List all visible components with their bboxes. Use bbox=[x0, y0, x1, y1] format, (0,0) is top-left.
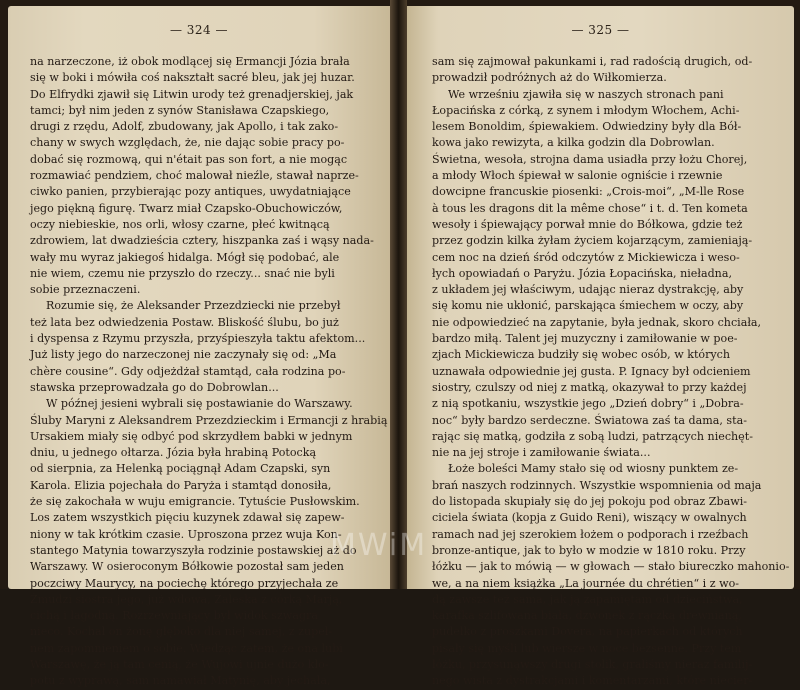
text-line: nie na jej stroje i zamiłowanie świata... bbox=[432, 446, 651, 460]
text-line: zdrowiem, lat dwadzieścia cztery, hiszpanka zaś i wąsy nada- bbox=[30, 234, 374, 248]
text-line: łóżku, przysunąwszy drugi stolik, grałiśmy nieraz familij- bbox=[432, 657, 753, 671]
text-line: bardzo miłą. Talent jej muzyczny i zamiłowanie w poe- bbox=[432, 332, 738, 346]
text-line: Do Elfrydki zjawił się Litwin urody też grenadjerskiej, jak bbox=[30, 87, 354, 101]
text-line: nego wista z dystrakcjami i komentarzami, które niecier- bbox=[432, 674, 753, 688]
text-line: zjach Mickiewicza budziły się wobec osób, w których bbox=[432, 348, 731, 362]
text-line: chère cousine“. Gdy odjeżdżał stamtąd, cała rodzina po- bbox=[30, 364, 346, 378]
text-line: poczciwy Maurycy, na pociechę którego przyjechała ze bbox=[30, 576, 339, 590]
text-line: stantego Matynia towarzyszyła rodzinie postawskiej aż do bbox=[30, 543, 357, 557]
text-line: We wrześniu zjawiła się w naszych stronach pani bbox=[448, 87, 724, 101]
text-line: rając się matką, godziła z sobą ludzi, patrzących niechęt- bbox=[432, 429, 753, 443]
watermark: MWiM bbox=[330, 528, 428, 563]
text-line: Karola. Elizia pojechała do Paryża i stamtąd donosiła, bbox=[30, 478, 332, 492]
left-page-number: — 324 — bbox=[169, 23, 229, 37]
text-line: Warszawy. W osieroconym Bółkowie pozostał sam jeden bbox=[30, 560, 344, 574]
text-line: bronze-antique, jak to było w modzie w 1810 roku. Przy bbox=[432, 543, 746, 557]
text-line: też lata bez odwiedzenia Postaw. Bliskość ślubu, bo już bbox=[30, 315, 339, 329]
text-line: ciwko panien, przybierając pozy antiques, uwydatniające bbox=[30, 185, 351, 199]
text-line: we, a na niem książka „La journée du chrétien“ i z wo- bbox=[432, 576, 740, 590]
text-line: chany w swych względach, że, nie dając sobie pracy po- bbox=[30, 136, 345, 150]
text-line: niony w tak krótkim czasie. Uproszona przez wuja Kon- bbox=[30, 527, 342, 541]
text-line: ciciela świata (kopja z Guido Reni), wiszący w owalnych bbox=[432, 511, 747, 525]
text-line: od sierpnia, za Helenką pociągnął Adam Czapski, syn bbox=[30, 462, 331, 476]
text-line: tamci; był nim jeden z synów Stanisława Czapskiego, bbox=[30, 103, 330, 117]
text-line: nie odpowiedzieć na zapytanie, była jednak, skoro chciała, bbox=[432, 315, 762, 329]
text-line: karafka szlifowana biała, dzwonek z rączką drewnianą, bbox=[432, 609, 742, 623]
text-line: sobie przeznaczeni. bbox=[30, 283, 141, 297]
text-line: się komu nie ukłonić, parskająca śmiechem w oczy, aby bbox=[432, 299, 744, 313]
text-line: i dyspensa z Rzymu przyszła, przyśpieszyła taktu afektom... bbox=[30, 332, 366, 346]
text-line: że się zakochała w wuju emigrancie. Tytuście Pusłowskim. bbox=[30, 495, 360, 509]
text-line: Los zatem wszystkich pięciu kuzynek zdawał się zapew- bbox=[30, 511, 345, 525]
text-line: łych opowiadań o Paryżu. Józia Łopacińska, nieładna, bbox=[432, 266, 732, 280]
text-line: wały mu wyraz jakiegoś hidalga. Mógł się podobać, ale bbox=[30, 250, 340, 264]
text-line: brań naszych rodzinnych. Wszystkie wspomnienia od maja bbox=[432, 478, 762, 492]
text-line: à tous les dragons dit la même chose“ i t. d. Ten kometa bbox=[432, 201, 748, 215]
text-line: rozmawiać pendziem, choć malował nieźle, stawał naprze- bbox=[30, 169, 359, 183]
text-line: kowa jako rewizyta, a kilka godzin dla Dobrowlan. bbox=[432, 136, 715, 150]
text-line: z układem jej właściwym, udając nieraz dystrakcję, aby bbox=[432, 283, 744, 297]
left-page bbox=[8, 6, 390, 688]
text-line: prowadził podróżnych aż do Wiłkomierza. bbox=[432, 71, 667, 85]
text-line: oczy niebieskie, nos orli, włosy czarne, płeć kwitnącą bbox=[30, 217, 330, 231]
right-page bbox=[407, 6, 794, 688]
text-line: drugi z rzędu, Adolf, zbudowany, jak Apollo, i tak zako- bbox=[30, 120, 339, 134]
text-line: lesem Bonoldim, śpiewakiem. Odwiedziny były dla Bół- bbox=[432, 120, 742, 134]
text-line: stawska przeprowadzała go do Dobrowlan... bbox=[30, 380, 279, 394]
text-line: pisały się myśli lub wiersze w noce bezsenne. Przy tem bbox=[432, 641, 742, 655]
text-line: dniu, u jednego ołtarza. Józia była hrabiną Potocką bbox=[30, 446, 317, 460]
text-line: Rozumie się, że Aleksander Przezdziecki nie przebył bbox=[46, 299, 341, 313]
text-line: Śluby Maryni z Aleksandrem Przezdzieckim i Ermancji z hrabią bbox=[30, 413, 388, 427]
text-line: z nią spotkaniu, wszystkie jego „Dzień dobry“ i „Dobra- bbox=[432, 397, 744, 411]
text-line: Ursakiem miały się odbyć pod skrzydłem babki w jednym bbox=[30, 429, 353, 443]
text-line: na narzeczone, iż obok modlącej się Ermancji Józia brała bbox=[30, 55, 350, 68]
text-line: sam się zajmował pakunkami i, rad radością drugich, od- bbox=[432, 55, 753, 68]
book-gutter bbox=[390, 0, 407, 589]
text-line: jego piękną figurę. Twarz miał Czapsko-Obuchowiczów, bbox=[30, 201, 343, 215]
text-line: uznawała odpowiednie jej gusta. P. Ignacy był odcieniem bbox=[432, 364, 751, 378]
text-line: łóżku — jak to mówią — w głowach — stało biureczko mahonio- bbox=[432, 560, 790, 574]
right-page-text bbox=[432, 54, 790, 690]
text-line: Już listy jego do narzeczonej nie zaczynały się od: „Ma bbox=[30, 348, 337, 362]
text-line: W późnej jesieni wybrali się postawianie do Warszawy. bbox=[46, 397, 353, 411]
text-line: nem zapomnieniem o sobie. Wiedząc zatem, że ona lubi bbox=[30, 641, 343, 655]
text-line: siostry, czulszy od niej z matką, okazywał to przy każdej bbox=[432, 380, 747, 394]
text-line: wesoły i śpiewający porwał mnie do Bółkowa, gdzie też bbox=[432, 217, 743, 231]
text-line: noc“ były bardzo serdeczne. Światowa zaś ta dama, sta- bbox=[432, 413, 747, 427]
text-line: nie wiem, czemu nie przyszło do rzeczy... snać nie byli bbox=[30, 266, 335, 280]
text-line: Świetna, wesoła, strojna dama usiadła przy łożu Chorej, bbox=[432, 152, 748, 166]
text-line: potu z wyprawą, sam namawiał Matynię, aby jechała, bbox=[30, 674, 331, 688]
text-line: dą zawsze też sama, jak ją zapamiętam od dzieciństwa, bbox=[432, 592, 743, 606]
text-line: nieco. Kochał on żonę głęboko dla niej samej, z zupeł- bbox=[30, 625, 333, 639]
text-line: do listopada skupiały się do jej pokoju pod obraz Zbawi- bbox=[432, 495, 748, 509]
text-line: się w boki i mówiła coś nakształt sacré bleu, jak jej huzar. bbox=[30, 71, 355, 85]
text-line: dobać się rozmową, qui n'était pas son fort, a nie mogąc bbox=[30, 152, 348, 166]
text-line: dowcipne francuskie piosenki: „Crois-moi“, „M-lle Rose bbox=[432, 185, 745, 199]
text-line: przez godzin kilka żyłam życiem kojarzącym, zamieniają- bbox=[432, 234, 753, 248]
right-page-number: — 325 — bbox=[571, 23, 630, 37]
text-line: Łoże boleści Mamy stało się od wiosny punktem ze- bbox=[448, 462, 739, 476]
text-line: pudełko z proszkami Dovera, na papierkach od których bbox=[432, 625, 743, 639]
text-line: Łopacińska z córką, z synem i młodym Włochem, Achi- bbox=[432, 103, 740, 117]
text-line: Warszawę, że ją tam cenią, że Wujowi ujnie dużo kło- bbox=[30, 657, 329, 671]
text-line: Żmudzi siostra jego, już wdowa, Zaleska z córką Marją, bbox=[30, 592, 343, 606]
text-line: cem noc na dzień śród odczytów z Mickiewicza i weso- bbox=[432, 250, 740, 264]
text-line: cichą i łagodną. Rozrzewniający był widok szwagra bbox=[30, 609, 318, 623]
text-line: ramach nad jej szerokiem łożem o podporach i rzeźbach bbox=[432, 527, 749, 541]
text-line: a młody Włoch śpiewał w salonie ogniście i rzewnie bbox=[432, 169, 723, 183]
